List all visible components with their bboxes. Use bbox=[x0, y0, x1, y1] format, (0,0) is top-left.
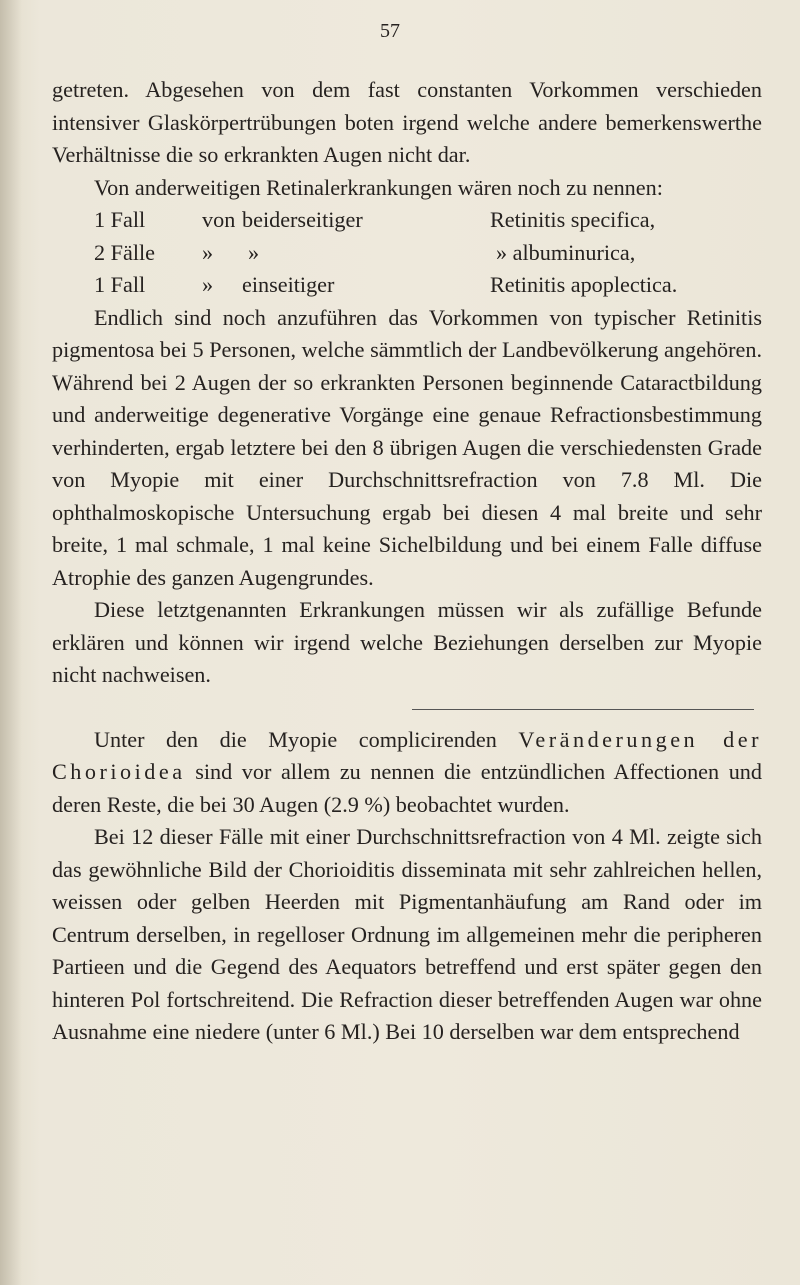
body-text bbox=[52, 74, 762, 1049]
case-laterality: » bbox=[248, 239, 260, 265]
paragraph-4: Diese letztgenannten Erkrankungen müssen wir als zufällige Befunde erklären und können wir irgend welche Beziehungen derselben zur Myopie nicht nachweisen. bbox=[52, 597, 762, 687]
case-count: 1 Fall bbox=[94, 272, 146, 297]
paragraph-3: Endlich sind noch anzuführen das Vorkommen von typischer Retinitis pigmentosa bei 5 Personen, welche sämmtlich der Landbevölkerung angehören. Während bei 2 Augen der so erkrankten Personen beginnende Cataractbildung und anderweitige degenerative Vorgänge eine genaue Refractionsbestimmung verhinderten, ergab letztere bei den 8 übrigen Augen die verschiedensten Grade von Myopie mit einer Durchschnittsrefraction von 7.8 Ml. Die ophthalmoskopische Untersuchung ergab bei diesen 4 mal breite und sehr breite, 1 mal schmale, 1 mal keine Sichelbildung und bei einem Falle diffuse Atrophie des ganzen Augengrundes. bbox=[52, 304, 762, 590]
paragraph-5 bbox=[52, 724, 762, 822]
paragraph-6: Bei 12 dieser Fälle mit einer Durchschnittsrefraction von 4 Ml. zeigte sich das gewöhnliche Bild der Chorioiditis disseminata mit sehr zahlreichen hellen, weissen oder gelben Heerden mit Pigmentanhäufung am Rand oder im Centrum derselben, in regelloser Ordnung im allgemeinen mehr die peripheren Partieen und die Gegend des Aequators betreffend und erst später gegen den hinteren Pol fortschreitend. Die Refraction dieser betreffenden Augen war ohne Ausnahme eine niedere (unter 6 Ml.) Bei 10 derselben war dem entsprechend bbox=[52, 824, 762, 1044]
case-diagnosis: Retinitis apoplectica. bbox=[490, 272, 678, 297]
list-item bbox=[52, 269, 762, 302]
emphasized-term: Veränderungen der Chorioidea bbox=[52, 726, 762, 784]
paragraph-2: Von anderweitigen Retinalerkrankungen wären noch zu nennen: bbox=[94, 174, 663, 200]
retinal-case-list bbox=[52, 204, 762, 302]
case-preposition: » bbox=[202, 239, 214, 265]
section-divider bbox=[412, 709, 754, 710]
case-laterality: beiderseitiger bbox=[242, 207, 363, 232]
case-diagnosis: Retinitis specifica, bbox=[490, 207, 656, 232]
list-item bbox=[52, 237, 762, 270]
case-count: 1 Fall bbox=[94, 207, 146, 232]
page-gutter-shadow bbox=[0, 0, 22, 1285]
case-count: 2 Fälle bbox=[94, 239, 156, 265]
case-laterality: einseitiger bbox=[242, 272, 335, 297]
case-diagnosis: » albuminurica, bbox=[496, 239, 636, 265]
case-preposition: » bbox=[202, 272, 214, 297]
page-number: 57 bbox=[380, 20, 400, 42]
list-item bbox=[52, 204, 762, 237]
paragraph-1: getreten. Abgesehen von dem fast constanten Vorkommen verschieden intensiver Glaskörpertrübungen boten irgend welche andere bemerkenswerthe Verhältnisse die so erkrankten Augen nicht dar. bbox=[52, 77, 762, 167]
paragraph-5-start: Unter den die Myopie complicirenden bbox=[94, 726, 519, 752]
paragraph-5-end: sind vor allem zu nennen die entzündlichen Affectionen und deren Reste, die bei 30 Augen (2.9 %) beobachtet wurden. bbox=[52, 759, 762, 817]
case-preposition: von bbox=[202, 207, 236, 232]
